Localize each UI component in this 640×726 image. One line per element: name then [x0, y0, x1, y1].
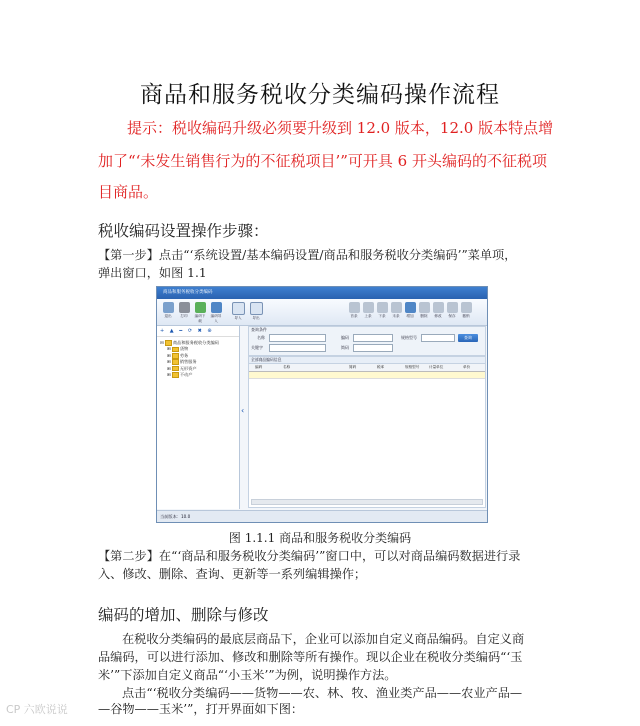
col-rate: 税率	[377, 365, 385, 369]
notice-line-2: 加了“‘未发生销售行为的不征税项目’”可开具 6 开头编码的不征税项	[98, 152, 547, 170]
code-import-button[interactable]: 编码导入	[209, 302, 223, 324]
prev-record-button[interactable]: 上条	[361, 302, 375, 319]
tree-item-goods[interactable]: ⊞ 货物	[167, 346, 189, 352]
para1-line-1: 在税收分类编码的最底层商品下，企业可以添加自定义商品编码。自定义商	[122, 632, 525, 646]
folder-icon	[172, 366, 179, 372]
code-download-button[interactable]: 编码下载	[193, 302, 207, 324]
watermark: CP 六欧说说	[6, 703, 68, 716]
table-row[interactable]	[249, 372, 485, 379]
last-record-button[interactable]: 末条	[389, 302, 403, 319]
code-input[interactable]	[353, 334, 393, 342]
tree-item-intangible[interactable]: ⊞ 无形资产	[167, 365, 197, 371]
code-grid	[248, 356, 486, 508]
query-button[interactable]: 查询	[458, 334, 478, 342]
label-spec: 规格型号	[401, 335, 417, 340]
para1-line-3: 米’”下添加自定义商品“‘小玉米’”为例，说明操作方法。	[98, 668, 397, 682]
label-name: 名称	[257, 335, 265, 340]
save-button[interactable]: 保存	[445, 302, 459, 319]
tree-item-realestate[interactable]: ⊞ 不动产	[167, 372, 193, 378]
folder-icon	[172, 372, 179, 378]
grid-title: 全部商品编码信息	[249, 357, 485, 364]
section-heading-edit: 编码的增加、删除与修改	[98, 606, 269, 624]
spec-input[interactable]	[421, 334, 455, 342]
para2-line-2: —谷物——玉米’”，打开界面如下图：	[98, 702, 304, 716]
step2-line-1: 【第二步】在“‘商品和服务税收分类编码’”窗口中，可以对商品编码数据进行录	[98, 549, 521, 563]
figure-caption: 图 1.1.1 商品和服务税收分类编码	[228, 531, 412, 545]
query-box	[248, 326, 486, 356]
exit-button[interactable]: 退出	[161, 302, 175, 319]
first-record-button[interactable]: 首条	[347, 302, 361, 319]
shortcode-input[interactable]	[353, 344, 393, 352]
folder-icon	[172, 353, 179, 359]
page-title: 商品和服务税收分类编码操作流程	[140, 82, 500, 108]
col-code: 编码	[255, 365, 263, 369]
main-panel	[248, 326, 484, 509]
delete-button[interactable]: 删除	[417, 302, 431, 319]
label-shortcode: 简码	[341, 345, 349, 350]
window-titlebar: 商品和服务税收分类编码	[157, 287, 487, 299]
undo-button[interactable]: 撤销	[459, 302, 473, 319]
step1-line-2: 弹出窗口，如图 1.1	[98, 266, 207, 280]
folder-icon	[165, 340, 172, 346]
folder-icon	[172, 359, 179, 365]
horizontal-scrollbar[interactable]	[251, 499, 483, 505]
add-button[interactable]: 增加	[403, 302, 417, 319]
col-unit: 计量单位	[429, 365, 444, 369]
import-button[interactable]: 导入	[231, 302, 245, 321]
para1-line-2: 品编码，可以进行添加、修改和删除等所有操作。现以企业在税收分类编码“‘玉	[98, 650, 523, 664]
tree-action-bar[interactable]: + ▲ ━ ⟳ ✖ ⊕	[157, 326, 239, 337]
grid-header	[249, 364, 485, 372]
col-name: 名称	[283, 365, 291, 369]
label-keyword: 关键字	[251, 345, 263, 350]
step2-line-2: 入、修改、删除、查询、更新等一系列编辑操作；	[98, 567, 367, 581]
status-bar: 当前版本：10.0	[157, 510, 488, 522]
export-button[interactable]: 导出	[249, 302, 263, 321]
para2-line-1: 点击“‘税收分类编码——货物——农、林、牧、渔业类产品——农业产品—	[122, 686, 523, 700]
notice-line-1: 提示：税收编码升级必须要升级到 12.0 版本，12.0 版本特点增	[127, 119, 554, 137]
col-spec: 规格型号	[405, 365, 420, 369]
folder-icon	[172, 347, 179, 353]
name-input[interactable]	[269, 334, 326, 342]
collapse-panel-icon[interactable]: ‹	[241, 406, 245, 415]
category-tree	[157, 337, 239, 378]
category-tree-panel	[157, 326, 240, 509]
tree-item-services[interactable]: ⊞ 销售服务	[167, 359, 197, 365]
notice-line-3: 目商品。	[98, 183, 159, 201]
edit-button[interactable]: 修改	[431, 302, 445, 319]
section-heading-settings: 税收编码设置操作步骤：	[98, 222, 269, 240]
tree-root[interactable]: ⊟ 商品和服务税收分类编码	[160, 340, 219, 345]
toolbar	[157, 299, 487, 326]
step1-line-1: 【第一步】点击“‘系统设置/基本编码设置/商品和服务税收分类编码’”菜单项，	[98, 248, 517, 262]
figure-screenshot	[156, 286, 488, 523]
query-title: 查询条件	[251, 327, 267, 332]
keyword-input[interactable]	[269, 344, 326, 352]
next-record-button[interactable]: 下条	[375, 302, 389, 319]
col-shortcode: 简码	[349, 365, 357, 369]
print-button[interactable]: 打印	[177, 302, 191, 319]
tree-item-labor[interactable]: ⊞ 劳务	[167, 352, 189, 358]
col-price: 单价	[463, 365, 471, 369]
label-code: 编码	[341, 335, 349, 340]
